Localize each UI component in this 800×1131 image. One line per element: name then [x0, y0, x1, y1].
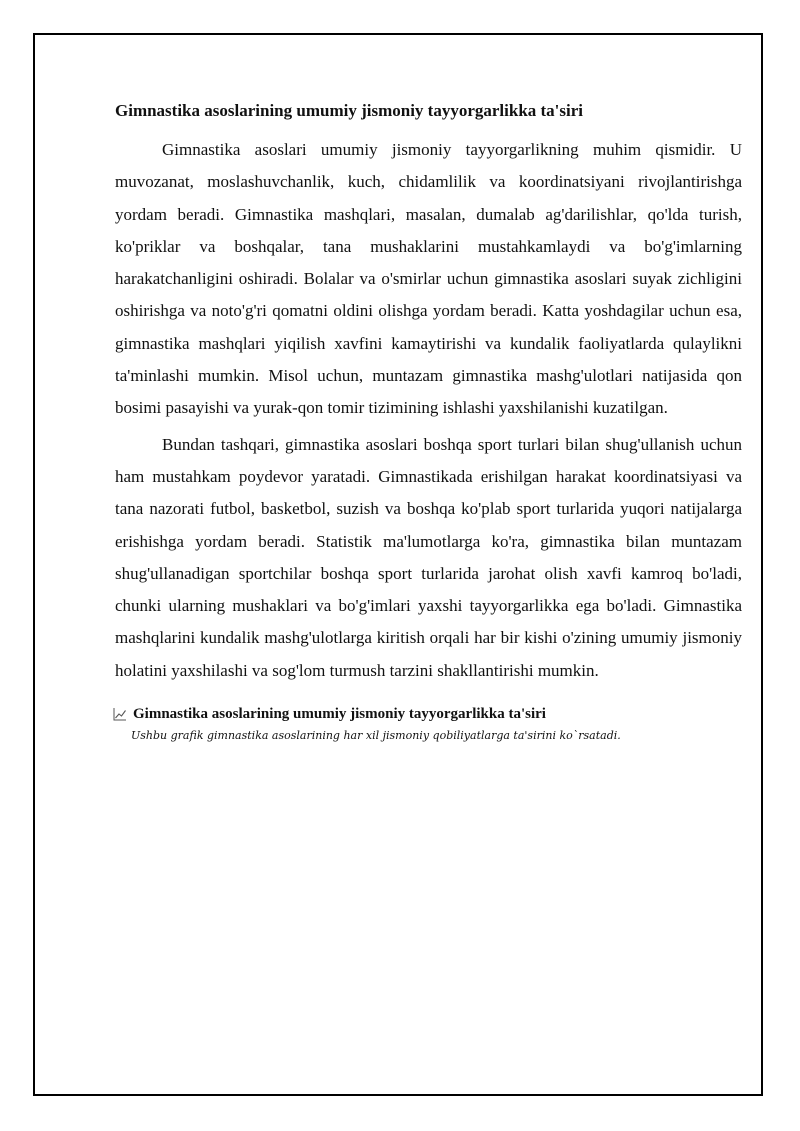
figure-caption: Ushbu grafik gimnastika asoslarining har xil jismoniy qobiliyatlarga ta'sirini ko`rsatadi.	[131, 729, 621, 743]
paragraph-2: Bundan tashqari, gimnastika asoslari boshqa sport turlari bilan shug'ullanish uchun ham mustahkam poydevor yaratadi. Gimnastikada erishilgan harakat koordinatsiyasi va tana nazorati futbol, basketbol, suzish va boshqa ko'plab sport turlarida yuqori natijalarga erishishga yordam beradi. Statistik ma'lumotlarga ko'ra, gimnastika bilan muntazam shug'ullanadigan sportchilar boshqa sport turlarida jarohat olish xavfi kamroq bo'ladi, chunki ularning mushaklari va bo'g'imlari yaxshi tayyorgarlikka ega bo'ladi. Gimnastika mashqlarini kundalik mashg'ulotlarga kiritish orqali har bir kishi o'zining umumiy jismoniy holatini yaxshilashi va sog'lom turmush tarzini shakllantirishi mumkin.	[115, 434, 742, 680]
figure-title	[113, 704, 742, 724]
paragraph-1: Gimnastika asoslari umumiy jismoniy tayyorgarlikning muhim qismidir. U muvozanat, moslashuvchanlik, kuch, chidamlilik va koordinatsiyani rivojlantirishga yordam beradi. Gimnastika mashqlari, masalan, dumalab ag'darilishlar, qo'lda turish, ko'priklar va boshqalar, tana mushaklarini mustahkamlaydi va bo'g'imlarning harakatchanligini oshiradi. Bolalar va o'smirlar uchun gimnastika asoslari suyak zichligini oshirishga va noto'g'ri qomatni oldini olishga yordam beradi. Katta yoshdagilar uchun esa, gimnastika mashqlari yiqilish xavfini kamaytirishi va kundalik faoliyatlarda qulaylikni ta'minlashi mumkin. Misol uchun, muntazam gimnastika mashg'ulotlari natijasida qon bosimi pasayishi va yurak-qon tomir tizimining ishlashi yaxshilanishi kuzatilgan.	[115, 140, 742, 418]
document-heading: Gimnastika asoslarining umumiy jismoniy tayyorgarlikka ta'siri	[115, 101, 584, 120]
figure-title-text: Gimnastika asoslarining umumiy jismoniy tayyorgarlikka ta'siri	[133, 706, 546, 723]
document-body	[115, 98, 742, 744]
chart-icon	[113, 707, 127, 721]
